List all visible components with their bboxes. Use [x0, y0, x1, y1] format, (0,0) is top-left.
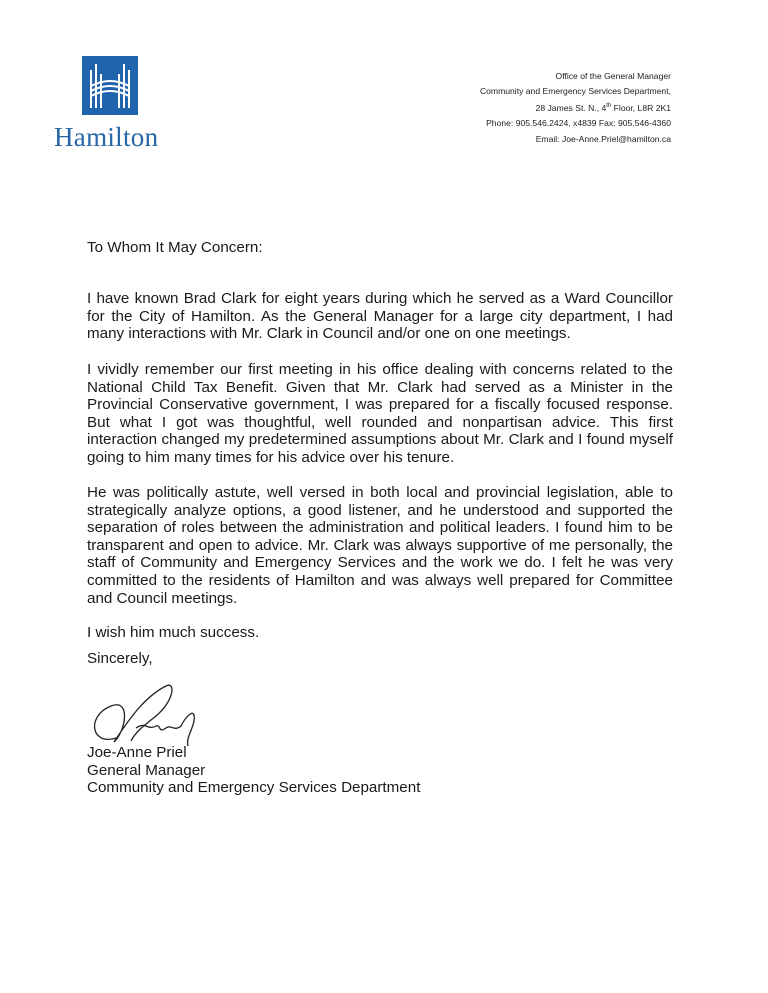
paragraph-line: for the City of Hamilton. As the General Manager for a large city department, I had: [87, 307, 673, 325]
paragraph-line: strategically analyze options, a good listener, and he understood and supported the: [87, 501, 673, 519]
paragraph-line: many interactions with Mr. Clark in Council and/or one on one meetings.: [87, 325, 571, 343]
paragraph-2: [87, 361, 673, 467]
paragraph-line: I vividly remember our first meeting in his office dealing with concerns related to the: [87, 361, 673, 378]
paragraph-line: transparent and open to advice. Mr. Clark was always supportive of me personally, the: [87, 536, 673, 554]
salutation: [87, 239, 673, 257]
paragraph-3: [87, 484, 673, 607]
phone-line: Phone: 905.546.2424, x4839 Fax: 905.546-4360: [486, 118, 671, 129]
address-line: [480, 99, 671, 116]
paragraph-line: National Child Tax Benefit. Given that Mr. Clark had served as a Minister in the: [87, 378, 673, 396]
paragraph-line: Provincial Conservative government, I was prepared for a fiscally focused response.: [87, 396, 673, 414]
department-line: Community and Emergency Services Department,: [479, 86, 671, 97]
signer-title: General Manager: [87, 761, 206, 779]
paragraph-line: going to him many times for his advice over his tenure.: [87, 448, 455, 466]
closing: [87, 650, 673, 668]
office-line: Office of the General Manager: [555, 71, 671, 81]
paragraph-4: [87, 624, 673, 642]
paragraph-line: separation of roles between the administration and political leaders. I found him to be: [87, 519, 673, 537]
address-street: 28 James St. N., 4: [535, 103, 607, 114]
paragraph-line: committed to the residents of Hamilton and was always well prepared for Committee: [87, 571, 673, 589]
paragraph-line: I have known Brad Clark for eight years during which he served as a Ward Councillor: [87, 290, 673, 307]
letterhead-address: [480, 69, 671, 147]
signature-block: [87, 744, 673, 797]
paragraph-1: [87, 290, 673, 343]
salutation-text: To Whom It May Concern:: [87, 239, 263, 256]
signer-department: Community and Emergency Services Department: [87, 779, 421, 797]
paragraph-line: I wish him much success.: [87, 624, 260, 641]
paragraph-line: interaction changed my predetermined assumptions about Mr. Clark and I found myself: [87, 431, 673, 449]
signer-name: Joe-Anne Priel: [87, 744, 187, 761]
closing-text: Sincerely,: [87, 650, 153, 667]
logo-wordmark: Hamilton: [54, 122, 159, 152]
paragraph-line: and Council meetings.: [87, 589, 238, 607]
logo-mark-icon: [82, 56, 138, 115]
email-line: Email: Joe-Anne.Priel@hamilton.ca: [535, 133, 671, 144]
paragraph-line: But what I got was thoughtful, well rounded and nonpartisan advice. This first: [87, 413, 673, 431]
address-floor: Floor, L8R 2K1: [611, 103, 671, 114]
paragraph-line: He was politically astute, well versed in both local and provincial legislation, able to: [87, 484, 673, 501]
paragraph-line: staff of Community and Emergency Services and the work we do. I felt he was very: [87, 554, 673, 572]
address-sup: th: [606, 103, 612, 110]
